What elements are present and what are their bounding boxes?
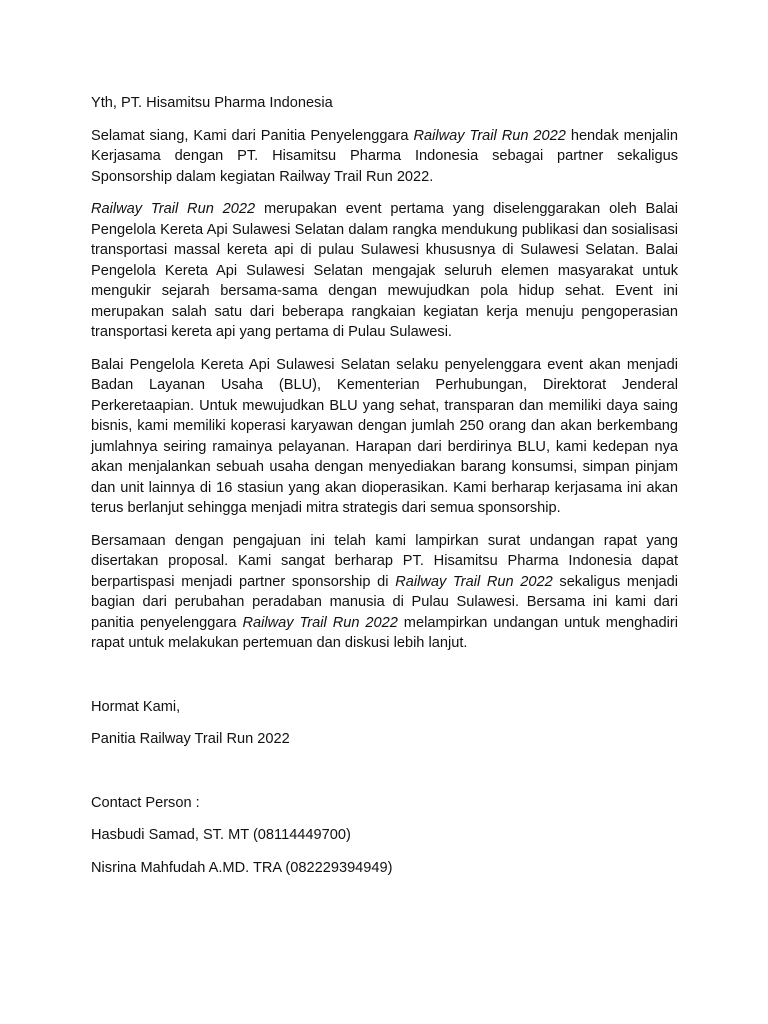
event-name-italic: Railway Trail Run 2022 [413, 127, 566, 144]
contact-label: Contact Person : [91, 794, 200, 811]
paragraph-introduction [91, 126, 678, 188]
signatory: Panitia Railway Trail Run 2022 [91, 731, 290, 747]
paragraph-request [91, 531, 678, 654]
paragraph-blu: Balai Pengelola Kereta Api Sulawesi Selatan selaku penyelenggara event akan menjadi Badan Layanan Usaha (BLU), Kementerian Perhubungan, Direktorat Jenderal Perkeretaapian. Untuk mewujudkan BLU yang sehat, transparan dan memiliki daya saing bisnis, kami memiliki koperasi karyawan dengan jumlah 250 orang dan akan berkembang jumlahnya seiring ramainya pelayanan. Harapan dari berdirinya BLU, kami kedepan nya akan menjalankan sebuah usaha dengan menyediakan barang konsumsi, simpan pinjam dan unit lainnya di 16 stasiun yang akan dioperasikan. Kami berharap kerjasama ini akan terus berlanjut sehingga menjadi mitra strategis dari semua sponsorship. [91, 356, 678, 516]
paragraph-request-text-3: melampirkan undangan untuk menghadiri rapat untuk melakukan pertemuan dan diskusi lebih lanjut. [91, 614, 678, 651]
contact-person-1: Hasbudi Samad, ST. MT (08114449700) [91, 827, 351, 843]
event-name-italic: Railway Trail Run 2022 [91, 201, 256, 217]
paragraph-request-text-2: sekaligus menjadi bagian dari perubahan peradaban manusia di Pulau Sulawesi. Bersama ini kami dari panitia penyelenggara [91, 573, 678, 631]
paragraph-event-description-text: merupakan event pertama yang diselenggarakan oleh Balai Pengelola Kereta Api Sulawesi Selatan dalam rangka mendukung publikasi dan sosialisasi transportasi massal kereta api di pulau Sulawesi khususnya di Sulawesi Selatan. Balai Pengelola Kereta Api Sulawesi Selatan mengajak seluruh elemen masyarakat untuk mengukir sejarah bersama-sama dengan mewujudkan pola hidup sehat. Event ini merupakan salah satu dari beberapa rangkaian kegiatan kerja menuju pengoperasian transportasi kereta api yang pertama di Pulau Sulawesi. [91, 201, 678, 340]
paragraph-introduction-text-2: hendak menjalin Kerjasama dengan PT. Hisamitsu Pharma Indonesia sebagai partner sekaligus Sponsorship dalam kegiatan Railway Trail Run 2022. [91, 127, 678, 185]
event-name-italic: Railway Trail Run 2022 [395, 573, 553, 590]
addressee: Yth, PT. Hisamitsu Pharma Indonesia [91, 95, 333, 111]
paragraph-introduction-text-1: Selamat siang, Kami dari Panitia Penyelenggara [91, 127, 414, 144]
letter-body [91, 93, 678, 890]
event-name-italic: Railway Trail Run 2022 [242, 614, 398, 631]
paragraph-event-description [91, 199, 678, 343]
closing: Hormat Kami, [91, 698, 181, 715]
spacer [91, 762, 678, 793]
contact-person-2: Nisrina Mahfudah A.MD. TRA (082229394949) [91, 859, 393, 876]
paragraph-request-text-1: Bersamaan dengan pengajuan ini telah kami lampirkan surat undangan rapat yang disertakan proposal. Kami sangat berharap PT. Hisamitsu Pharma Indonesia dapat berpartispasi menjadi partner sponsorship di [91, 532, 678, 590]
spacer [91, 666, 678, 697]
